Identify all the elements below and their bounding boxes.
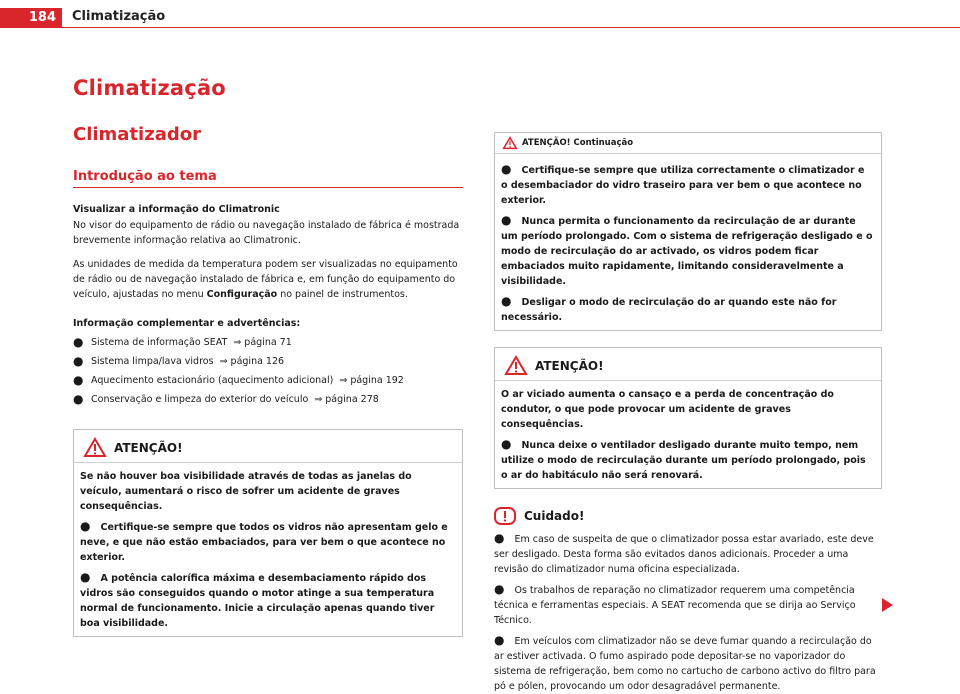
paragraph: No visor do equipamento de rádio ou navegação instalado de fábrica é mostrada brevemente informação relativa ao Climatronic. <box>73 220 460 246</box>
warning-continuation-body <box>495 154 881 330</box>
reference-item: ● Sistema limpa/lava vidros ⇒ página 126 <box>73 354 285 368</box>
chapter-title: Climatização <box>73 76 226 100</box>
warning-intro: Se não houver boa visibilidade através de todas as janelas do veículo, aumentará o risco de sofrer um acidente de graves consequências. <box>80 471 412 512</box>
warning-triangle-icon <box>505 356 527 375</box>
reference-list <box>73 335 463 407</box>
subheading-additional-info: Informação complementar e advertências: <box>73 318 301 329</box>
warning-continuation-header <box>495 133 881 154</box>
caution-label: Cuidado! <box>524 509 585 523</box>
caution-body <box>494 531 882 694</box>
warning-header <box>495 348 881 381</box>
warning-item: ● Desligar o modo de recirculação do ar quando este não for necessário. <box>501 294 837 323</box>
page-reference-link[interactable]: página 71 <box>244 337 292 348</box>
warning-continuation-box <box>494 132 882 331</box>
warning-item: ● Nunca permita o funcionamento da recirculação de ar durante um período prolongado. Com o sistema de refrigeração desligado e o modo de recirculação do ar activado, os vidros podem ficar embaciados muito rapidamente, limitando consideravelmente a visibilidade. <box>501 213 873 287</box>
warning-intro: O ar viciado aumenta o cansaço e a perda de concentração do condutor, o que pode provocar um acidente de graves consequências. <box>501 389 834 430</box>
paragraph: As unidades de medida da temperatura podem ser visualizadas no equipamento de rádio ou de navegação instalado de fábrica e, em função do equipamento do veículo, ajustadas no menu Configuração no painel de instrumentos. <box>73 259 458 300</box>
warning-box <box>73 429 463 637</box>
warning-box <box>494 347 882 489</box>
page-reference-link[interactable]: página 278 <box>325 394 379 405</box>
warning-header <box>74 430 462 463</box>
menu-name: Configuração <box>206 289 278 300</box>
caution-item: ● Em veículos com climatizador não se deve fumar quando a recirculação do ar estiver activada. O fumo aspirado pode depositar-se no vaporizador do sistema de refrigeração, bem como no cartucho de carbono activo do filtro para pó e pólen, provocando um odor desagradável permanente. <box>494 633 876 692</box>
reference-item: ● Aquecimento estacionário (aquecimento adicional) ⇒ página 192 <box>73 373 404 387</box>
caution-header <box>494 507 882 525</box>
warning-body <box>74 463 462 636</box>
topic-title: Introdução ao tema <box>73 169 463 188</box>
running-title: Climatização <box>72 9 166 24</box>
warning-item: ● Nunca deixe o ventilador desligado durante muito tempo, nem utilize o modo de recirculação durante um período prolongado, pois o ar do habitáculo não será renovará. <box>501 437 866 481</box>
section-title: Climatizador <box>73 124 201 145</box>
warning-label: ATENÇÃO! <box>535 358 604 373</box>
caution-icon <box>494 507 516 525</box>
warning-body <box>495 381 881 488</box>
reference-item: ● Sistema de informação SEAT ⇒ página 71 <box>73 335 292 349</box>
page-number: 184 <box>0 8 62 28</box>
header-rule <box>62 27 960 28</box>
caution-item: ● Em caso de suspeita de que o climatizador possa estar avariado, este deve ser desligado. Desta forma são evitados danos adicionais. Proceder a uma revisão do climatizador numa oficina especializada. <box>494 531 874 575</box>
left-column <box>73 70 463 637</box>
warning-continuation-label: ATENÇÃO! Continuação <box>522 138 634 148</box>
next-page-arrow-icon[interactable] <box>882 598 893 612</box>
warning-triangle-icon <box>503 137 517 149</box>
reference-item: ● Conservação e limpeza do exterior do veículo ⇒ página 278 <box>73 392 379 406</box>
warning-label: ATENÇÃO! <box>114 440 183 455</box>
warning-item: ● Certifique-se sempre que utiliza correctamente o climatizador e o desembaciador do vidro traseiro para ver bem o que acontece no exterior. <box>501 162 865 206</box>
warning-item: ● Certifique-se sempre que todos os vidros não apresentam gelo e neve, e que não estão embaciados, para ver bem o que acontece no exterior. <box>80 519 448 563</box>
warning-item: ● A potência calorífica máxima e desembaciamento rápido dos vidros são conseguidos quando o motor atinge a sua temperatura normal de funcionamento. Inicie a circulação apenas quando tiver boa visibilidade. <box>80 570 435 629</box>
page-header <box>0 0 960 30</box>
caution-item: ● Os trabalhos de reparação no climatizador requerem uma competência técnica e ferramentas especiais. A SEAT recomenda que se dirija ao Serviço Técnico. <box>494 582 856 626</box>
page-reference-link[interactable]: página 126 <box>230 356 285 367</box>
subheading-climatronic: Visualizar a informação do Climatronic <box>73 204 280 215</box>
warning-triangle-icon <box>84 438 106 457</box>
right-column <box>494 132 882 694</box>
page-reference-link[interactable]: página 192 <box>350 375 404 386</box>
